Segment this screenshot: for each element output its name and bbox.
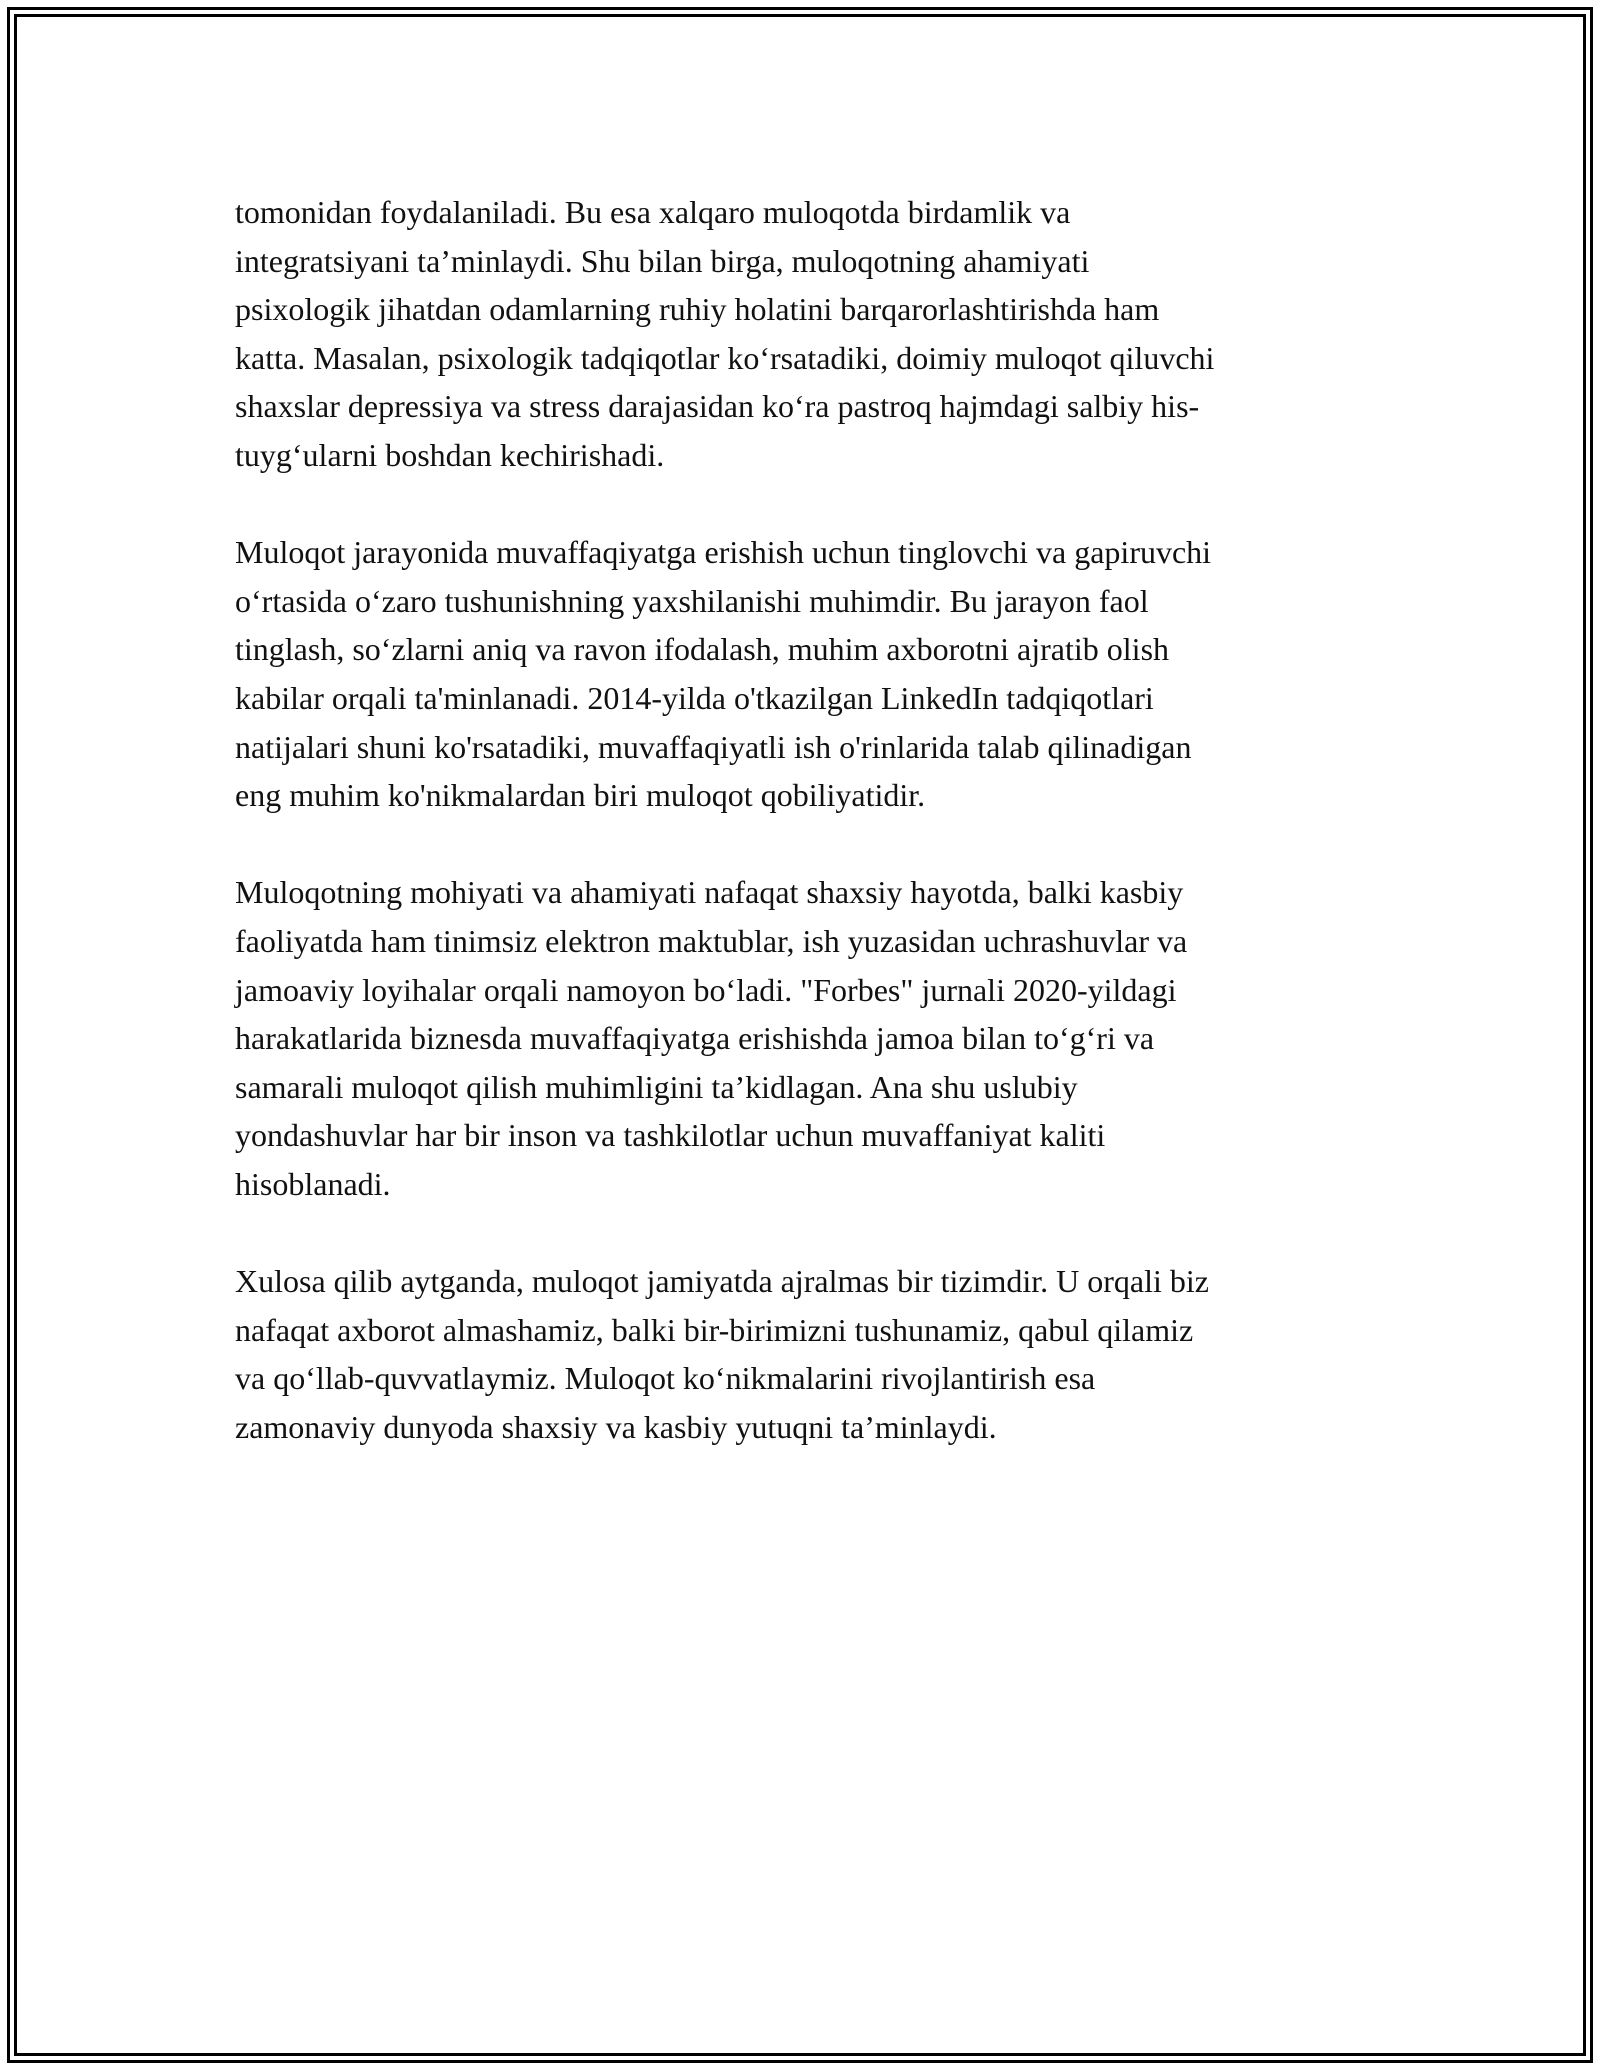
text-line: nafaqat axborot almashamiz, balki bir-birimizni tushunamiz, qabul qilamiz — [235, 1311, 1194, 1348]
text-line: yondashuvlar har bir inson va tashkilotlar uchun muvaffaniyat kaliti — [235, 1117, 1106, 1154]
text-line: psixologik jihatdan odamlarning ruhiy holatini barqarorlashtirishda ham — [235, 291, 1160, 328]
text-line: tuygʻularni boshdan kechirishadi. — [235, 436, 665, 473]
text-line: jamoaviy loyihalar orqali namoyon boʻladi. "Forbes" jurnali 2020-yildagi — [235, 971, 1177, 1008]
text-line: zamonaviy dunyoda shaxsiy va kasbiy yutuqni ta’minlaydi. — [235, 1408, 997, 1445]
text-line: katta. Masalan, psixologik tadqiqotlar koʻrsatadiki, doimiy muloqot qiluvchi — [235, 339, 1215, 376]
text-line: eng muhim ko'nikmalardan biri muloqot qobiliyatidir. — [235, 777, 926, 814]
text-line: integratsiyani ta’minlaydi. Shu bilan birga, muloqotning ahamiyati — [235, 242, 1090, 279]
paragraph-2 — [235, 528, 1355, 820]
text-line: hisoblanadi. — [235, 1165, 391, 1202]
document-body — [235, 188, 1355, 1500]
text-line: Muloqot jarayonida muvaffaqiyatga erishish uchun tinglovchi va gapiruvchi — [235, 534, 1212, 571]
text-line: va qoʻllab-quvvatlaymiz. Muloqot koʻnikmalarini rivojlantirish esa — [235, 1360, 1096, 1397]
text-line: shaxslar depressiya va stress darajasidan koʻra pastroq hajmdagi salbiy his- — [235, 388, 1200, 425]
text-line: samarali muloqot qilish muhimligini ta’kidlagan. Ana shu uslubiy — [235, 1068, 1078, 1105]
text-line: tomonidan foydalaniladi. Bu esa xalqaro muloqotda birdamlik va — [235, 194, 1071, 230]
text-line: Xulosa qilib aytganda, muloqot jamiyatda ajralmas bir tizimdir. U orqali biz — [235, 1263, 1209, 1300]
text-line: Muloqotning mohiyati va ahamiyati nafaqat shaxsiy hayotda, balki kasbiy — [235, 874, 1184, 911]
text-line: harakatlarida biznesda muvaffaqiyatga erishishda jamoa bilan toʻgʻri va — [235, 1020, 1155, 1057]
text-line: tinglash, soʻzlarni aniq va ravon ifodalash, muhim axborotni ajratib olish — [235, 631, 1170, 668]
text-line: faoliyatda ham tinimsiz elektron maktublar, ish yuzasidan uchrashuvlar va — [235, 922, 1188, 959]
text-line: oʻrtasida oʻzaro tushunishning yaxshilanishi muhimdir. Bu jarayon faol — [235, 582, 1149, 619]
text-line: natijalari shuni ko'rsatadiki, muvaffaqiyatli ish o'rinlarida talab qilinadigan — [235, 728, 1192, 765]
paragraph-1 — [235, 188, 1355, 480]
paragraph-3 — [235, 868, 1355, 1208]
text-line: kabilar orqali ta'minlanadi. 2014-yilda o'tkazilgan LinkedIn tadqiqotlari — [235, 679, 1154, 716]
paragraph-4 — [235, 1257, 1355, 1451]
